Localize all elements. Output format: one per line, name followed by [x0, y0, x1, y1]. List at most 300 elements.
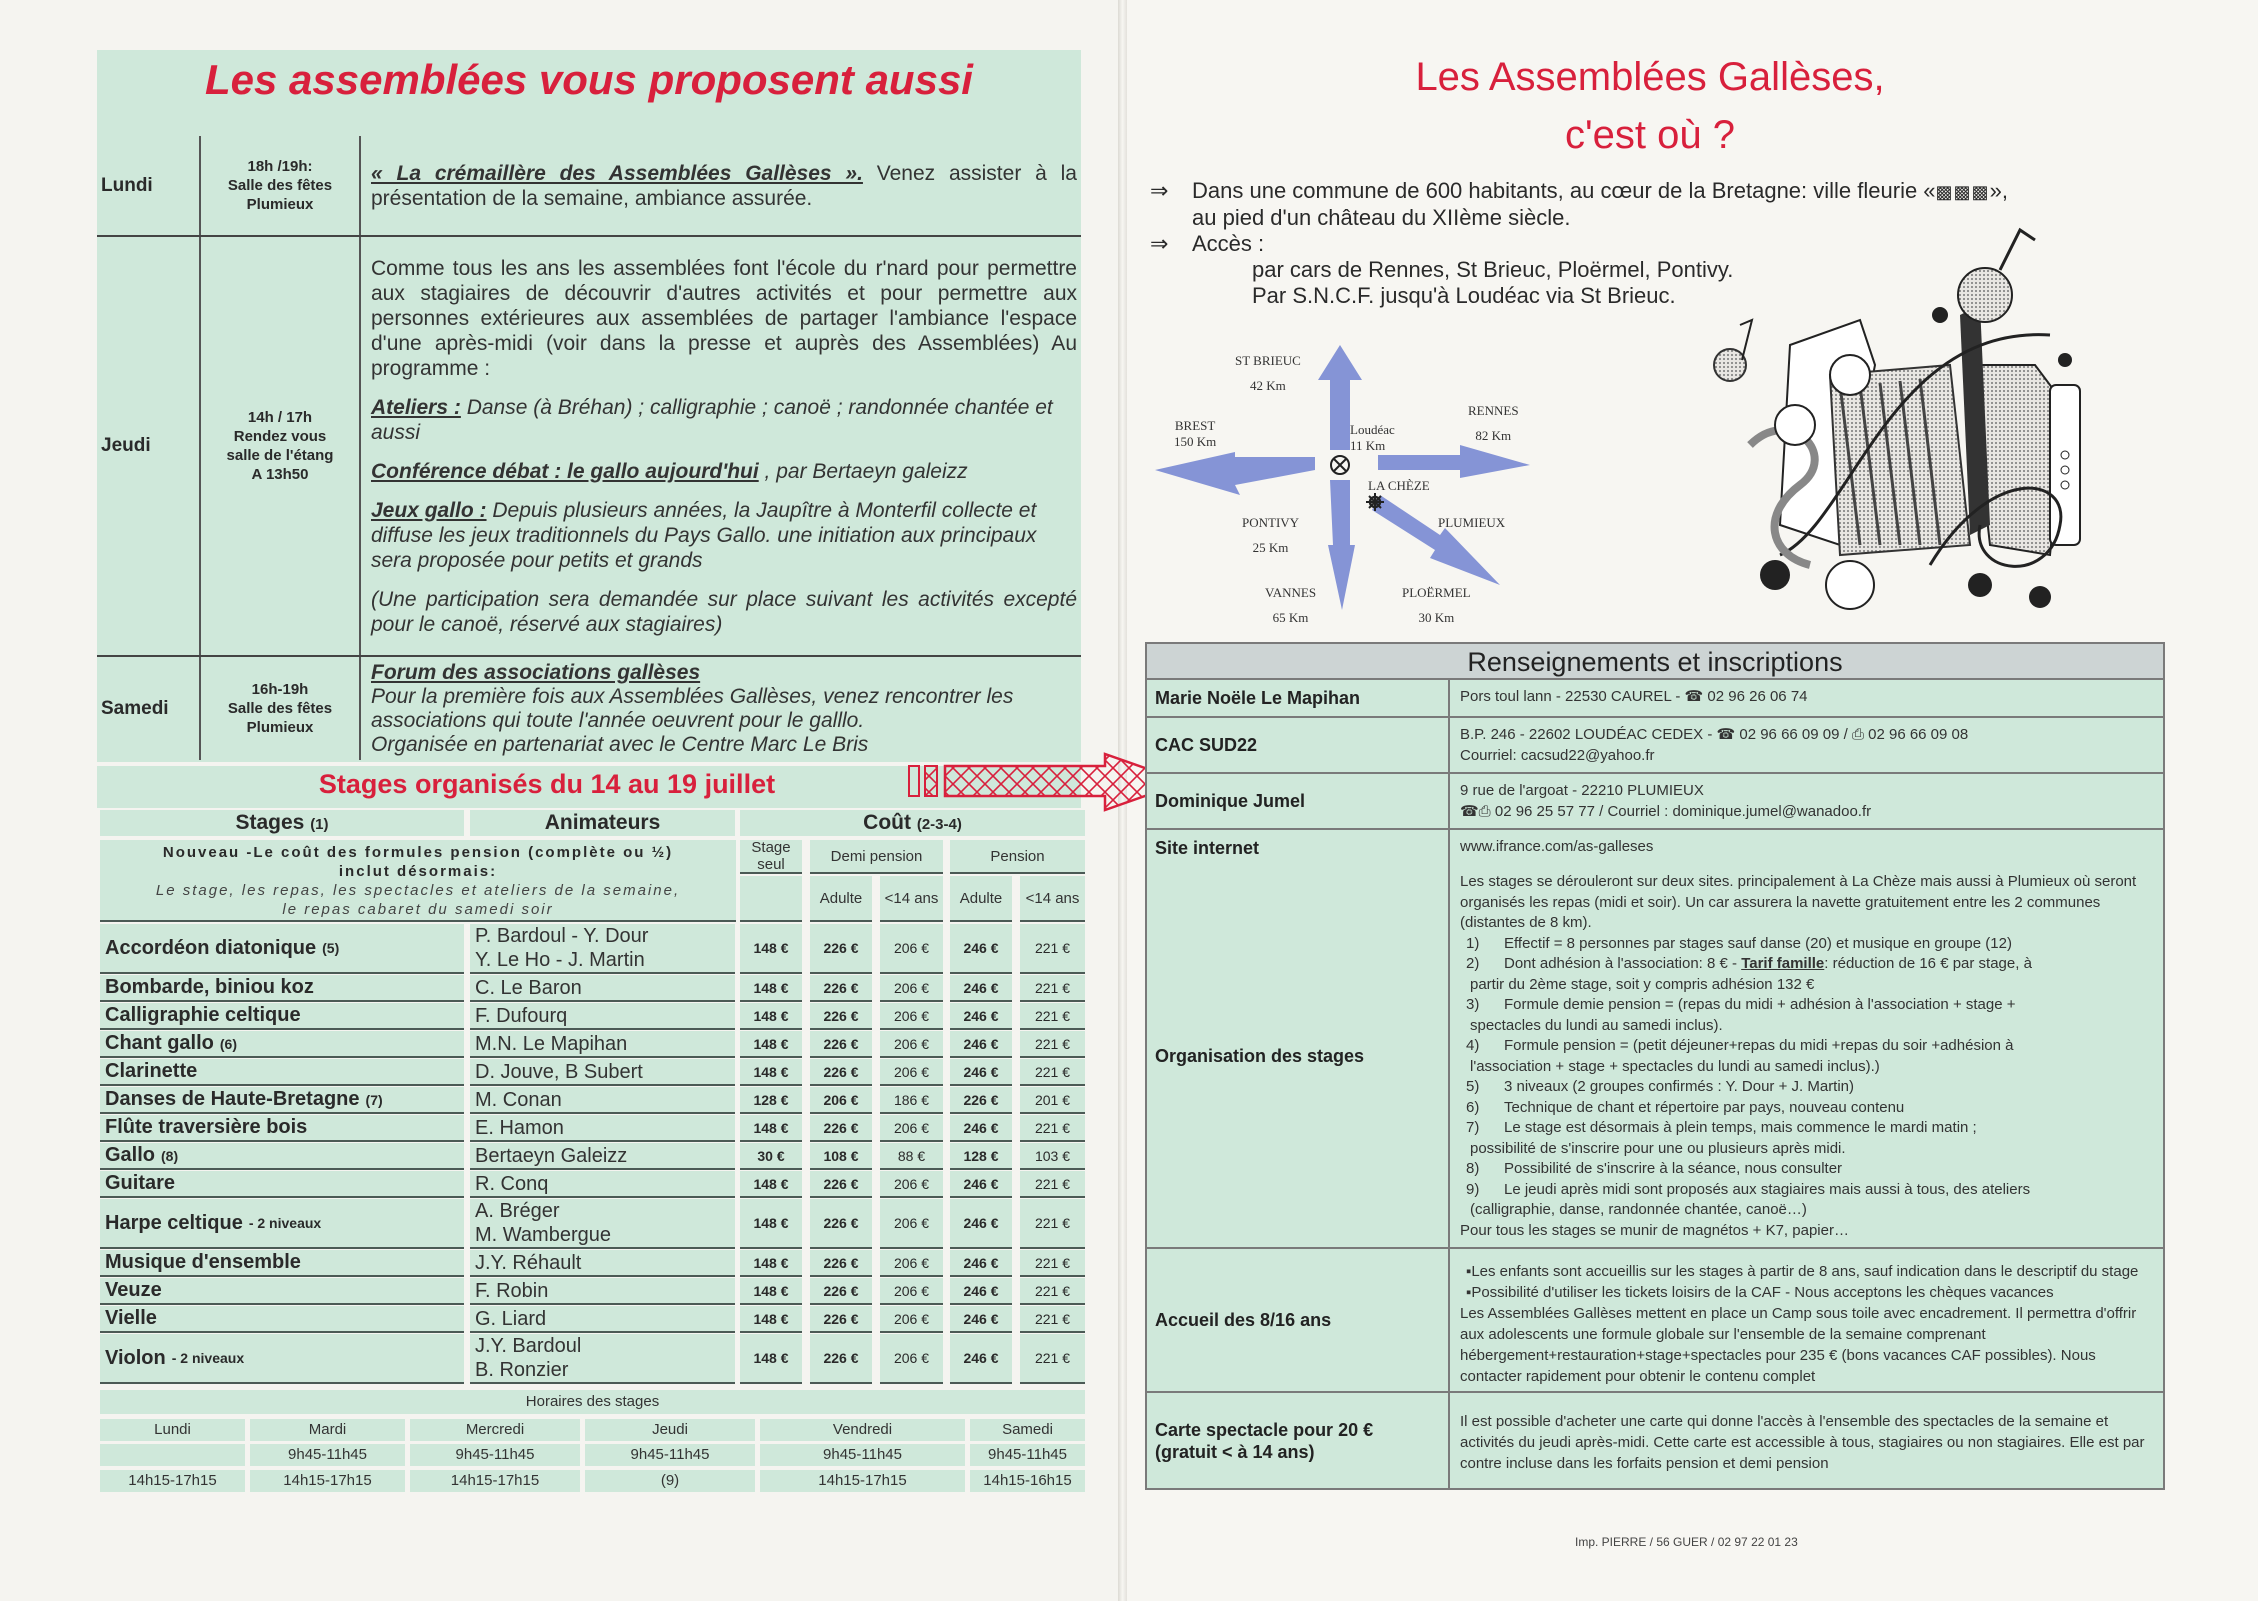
horaire-am: 9h45-11h45 [250, 1444, 405, 1466]
orga-item [1460, 1118, 2153, 1139]
stage-price: 226 € [810, 1278, 872, 1305]
contact-details [1450, 680, 2163, 716]
orga-item-text: Le jeudi après midi sont proposés aux stagiaires mais aussi à tous, des ateliers [1504, 1180, 2031, 1198]
orga-item-continuation: l'association + stage + spectacles du lundi au samedi inclus).) [1470, 1057, 1880, 1075]
stage-price: 226 € [810, 1115, 872, 1142]
stage-price: 226 € [810, 1059, 872, 1086]
stage-animateur [470, 1199, 735, 1249]
stage-price: 148 € [740, 1115, 802, 1142]
event-description [360, 656, 1081, 760]
orga-item-text: : réduction de 16 € par stage, à [1824, 955, 2032, 972]
contact-row [1147, 680, 2163, 718]
horaire-pm: 14h15-16h15 [970, 1470, 1085, 1492]
header-under14: <14 ans [880, 876, 943, 922]
stage-name [100, 924, 464, 974]
orga-item [1460, 1159, 2153, 1180]
stage-price: 148 € [740, 1334, 802, 1384]
animateur-name: J.Y. Réhault [475, 1251, 582, 1274]
info-value [1450, 1249, 2163, 1391]
stage-animateur [470, 1059, 735, 1086]
horaire-day: Lundi [100, 1419, 245, 1441]
accueil-bullet: ▪Possibilité d'utiliser les tickets loisirs de la CAF - Nous acceptons les chèques vacances [1466, 1284, 2054, 1301]
stage-price: 206 € [880, 1199, 943, 1249]
location-title-line: Les Assemblées Gallèses, [1415, 55, 1885, 99]
jeux-text: Depuis plusieurs années, la Jaupître à Monterfil collecte et diffuse les jeux traditionnels du Pays Gallo. une initiation aux principaux sera proposée pour petits et grands [371, 498, 1037, 572]
stage-note: (5) [322, 940, 340, 956]
orga-item-number: 7) [1466, 1119, 1480, 1136]
stage-name [100, 1059, 464, 1086]
stage-name-label: Harpe celtique [105, 1211, 243, 1234]
map-label-loudeac: Loudéac 11 Km [1350, 422, 1395, 453]
event-day: Jeudi [97, 236, 200, 656]
event-time [200, 236, 360, 656]
orga-item [1460, 954, 2153, 975]
pension-note [100, 840, 736, 922]
stage-price: 246 € [950, 1250, 1012, 1277]
location-text-c: au pied d'un château du XIIème siècle. [1192, 205, 1571, 230]
horaires-title: Horaires des stages [100, 1390, 1085, 1414]
stage-note: - 2 niveaux [248, 1215, 322, 1231]
stage-animateur [470, 1334, 735, 1384]
contact-line[interactable]: Courriel: cacsud22@yahoo.fr [1460, 747, 1655, 764]
location-text-b: », [1989, 178, 2008, 203]
horaire-day: Mardi [250, 1419, 405, 1441]
events-table [97, 136, 1081, 760]
animateur-name: F. Dufourq [475, 1004, 568, 1027]
stage-name-label: Accordéon diatonique [105, 936, 317, 959]
location-title-line: c'est où ? [1565, 113, 1735, 157]
orga-item [1460, 1180, 2153, 1201]
event-day: Lundi [97, 136, 200, 236]
contact-line: Pors toul lann - 22530 CAUREL - ☎ 02 96 26 06 74 [1460, 688, 1808, 705]
stage-price: 206 € [880, 1059, 943, 1086]
header-stages-note: (1) [310, 816, 329, 833]
note-line: le repas cabaret du samedi soir [282, 901, 554, 918]
stage-name-label: Flûte traversière bois [105, 1116, 308, 1138]
stage-name [100, 1334, 464, 1384]
imprint: Imp. PIERRE / 56 GUER / 02 97 22 01 23 [1575, 1535, 1798, 1549]
contact-details [1450, 830, 2163, 866]
stage-price: 246 € [950, 975, 1012, 1002]
stages-title: Stages organisés du 14 au 19 juillet [318, 769, 776, 799]
stage-name-label: Violon [105, 1346, 166, 1369]
stage-price: 221 € [1020, 975, 1085, 1002]
events-panel [97, 50, 1081, 762]
event-description [360, 236, 1081, 656]
stage-name [100, 1031, 464, 1058]
orga-item-number: 1) [1466, 934, 1480, 952]
stage-price: 246 € [950, 924, 1012, 974]
stage-price: 148 € [740, 1306, 802, 1333]
animateur-name: M. Conan [475, 1088, 562, 1111]
info-row-carte [1147, 1393, 2163, 1488]
event-time-line: 16h-19h [251, 681, 309, 698]
stage-price: 148 € [740, 924, 802, 974]
orga-item [1460, 1036, 2153, 1057]
map-label-pontivy: PONTIVY 25 Km [1242, 515, 1300, 555]
horaire-am: 9h45-11h45 [585, 1444, 755, 1466]
stage-price: 221 € [1020, 1334, 1085, 1384]
event-time-line: 18h /19h: [247, 158, 313, 175]
orga-outro: Pour tous les stages se munir de magnétos + K7, papier… [1460, 1221, 1849, 1239]
map-label-vannes: VANNES 65 Km [1265, 585, 1317, 625]
contact-name: CAC SUD22 [1147, 718, 1450, 772]
contact-name: Site internet [1147, 830, 1450, 866]
stage-price: 206 € [880, 1003, 943, 1030]
stage-price: 206 € [880, 975, 943, 1002]
access-line: Par S.N.C.F. jusqu'à Loudéac via St Brieuc. [1252, 283, 1676, 308]
animateur-name: D. Jouve, B Subert [475, 1060, 643, 1083]
stage-name-label: Guitare [105, 1172, 176, 1194]
stage-price: 226 € [810, 1003, 872, 1030]
stage-price: 221 € [1020, 1115, 1085, 1142]
stage-animateur [470, 1143, 735, 1170]
orga-item [1460, 1098, 2153, 1119]
stage-animateur [470, 975, 735, 1002]
ateliers-paragraph [371, 395, 1077, 445]
stage-name [100, 1143, 464, 1170]
contact-details [1450, 718, 2163, 772]
info-row-organisation [1147, 866, 2163, 1249]
stage-name [100, 1171, 464, 1198]
stage-price: 206 € [880, 1115, 943, 1142]
animateur-name: R. Conq [475, 1172, 549, 1195]
stage-name-label: Vielle [105, 1307, 157, 1329]
orga-items [1460, 934, 2153, 1221]
horaire-am: 9h45-11h45 [410, 1444, 580, 1466]
accueil-bullet: ▪Les enfants sont accueillis sur les stages à partir de 8 ans, sauf indication dans le descriptif du stage [1466, 1263, 2139, 1280]
orga-intro: Les stages se dérouleront sur deux sites. principalement à La Chèze mais aussi à Plumieux où seront organisés les repas (midi et soir). Un car assurera la navette gratuitement entre les 2 communes (distantes de 8 km). [1460, 873, 2137, 931]
stage-name [100, 1003, 464, 1030]
stage-price: 226 € [810, 1199, 872, 1249]
event-title: Forum des associations gallèses [371, 660, 701, 684]
note-line: Le stage, les repas, les spectacles et ateliers de la semaine, [155, 882, 681, 899]
animateur-name: E. Hamon [475, 1116, 564, 1139]
event-description [360, 136, 1081, 236]
stage-price: 201 € [1020, 1087, 1085, 1114]
stage-name [100, 1115, 464, 1142]
stage-price: 108 € [810, 1143, 872, 1170]
stage-note: (7) [365, 1091, 383, 1108]
info-title: Renseignements et inscriptions [1147, 644, 2163, 680]
map-label-rennes: RENNES 82 Km [1468, 403, 1519, 443]
stage-note: - 2 niveaux [171, 1350, 245, 1366]
stage-price: 246 € [950, 1171, 1012, 1198]
stage-animateur [470, 1003, 735, 1030]
stage-price: 148 € [740, 1059, 802, 1086]
stage-price: 206 € [880, 1334, 943, 1384]
orga-item-text: Effectif = 8 personnes par stages sauf danse (20) et musique en groupe (12) [1504, 934, 2012, 952]
header-stages-label: Stages [235, 811, 305, 834]
event-row-samedi [97, 656, 1081, 760]
stage-price: 221 € [1020, 924, 1085, 974]
stage-price: 246 € [950, 1306, 1012, 1333]
stage-price: 221 € [1020, 1059, 1085, 1086]
horaire-pm: 14h15-17h15 [760, 1470, 965, 1492]
direction-arrows [1150, 330, 1550, 630]
event-time-line: A 13h50 [251, 466, 309, 483]
header-stages [100, 810, 464, 836]
stage-price: 221 € [1020, 1003, 1085, 1030]
location-title [1230, 48, 2070, 164]
event-time [200, 656, 360, 760]
animateur-name: G. Liard [475, 1307, 547, 1330]
animateur-name: C. Le Baron [475, 976, 582, 999]
event-row-lundi [97, 136, 1081, 236]
event-time-line: salle de l'étang [226, 447, 334, 464]
orga-item-text: Le stage est désormais à plein temps, mais commence le mardi matin ; [1504, 1119, 1977, 1136]
orga-item-number: 5) [1466, 1078, 1480, 1095]
stage-price: 148 € [740, 1199, 802, 1249]
info-key: Accueil des 8/16 ans [1147, 1249, 1450, 1391]
conference-text: , par Bertaeyn galeizz [758, 459, 968, 483]
stage-price: 221 € [1020, 1306, 1085, 1333]
header-adulte: Adulte [950, 876, 1012, 922]
info-key: Organisation des stages [1147, 866, 1450, 1247]
contact-row [1147, 774, 2163, 830]
stage-price: 246 € [950, 1031, 1012, 1058]
map-label-brest: BREST 150 Km [1174, 418, 1217, 449]
contact-line: 9 rue de l'argoat - 22210 PLUMIEUX [1460, 782, 1704, 799]
stage-price: 226 € [810, 1334, 872, 1384]
stage-price: 186 € [880, 1087, 943, 1114]
info-table [1145, 642, 2165, 1490]
contact-rows [1147, 680, 2163, 866]
event-time-line: Salle des fêtes [227, 700, 333, 717]
ateliers-label: Ateliers : [371, 395, 461, 419]
stage-price: 206 € [810, 1087, 872, 1114]
header-stage-seul: Stage seul [740, 840, 802, 874]
header-blank [740, 876, 802, 922]
stage-price: 148 € [740, 1031, 802, 1058]
orga-item-continuation: possibilité de s'inscrire pour une ou plusieurs après midi. [1470, 1139, 1846, 1157]
stage-price: 128 € [740, 1087, 802, 1114]
event-time-line: 14h / 17h [247, 409, 313, 426]
carte-key-line: (gratuit < à 14 ans) [1155, 1441, 1315, 1462]
stage-price: 128 € [950, 1143, 1012, 1170]
arrow-brest [1155, 452, 1315, 495]
orga-item-number: 6) [1466, 1098, 1480, 1116]
header-demi-pension: Demi pension [810, 840, 943, 874]
horaire-day: Vendredi [760, 1419, 965, 1441]
map-label-plumieux: PLUMIEUX [1438, 515, 1506, 530]
double-arrow-icon: ⇒ [1150, 178, 1169, 203]
contact-details [1450, 774, 2163, 828]
animateur-name: Y. Le Ho - J. Martin [475, 949, 645, 971]
stage-price: 226 € [810, 1171, 872, 1198]
participation-note: (Une participation sera demandée sur place suivant les activités excepté pour le canoë, réservé aux stagiaires) [371, 587, 1077, 636]
stage-note: (8) [161, 1147, 179, 1164]
stage-price: 246 € [950, 1278, 1012, 1305]
arrow-ploermel [1372, 495, 1500, 585]
stage-price: 226 € [810, 975, 872, 1002]
event-row-jeudi [97, 236, 1081, 656]
animateur-name: P. Bardoul - Y. Dour [475, 925, 649, 947]
event-time [200, 136, 360, 236]
stage-price: 206 € [880, 1306, 943, 1333]
stage-name-label: Chant gallo [105, 1032, 214, 1054]
orga-item-continuation: partir du 2ème stage, soit y compris adhésion 132 € [1470, 975, 1815, 993]
stage-price: 221 € [1020, 1171, 1085, 1198]
stage-animateur [470, 924, 735, 974]
stage-price: 226 € [810, 1031, 872, 1058]
stage-name [100, 1087, 464, 1114]
stage-name-label: Gallo [105, 1144, 156, 1166]
info-key [1147, 1393, 1450, 1488]
stage-price: 246 € [950, 1003, 1012, 1030]
carte-key-line: Carte spectacle pour 20 € [1155, 1419, 1374, 1440]
stage-animateur [470, 1031, 735, 1058]
stage-note: (6) [219, 1035, 238, 1052]
stage-price: 103 € [1020, 1143, 1085, 1170]
orga-item-text: Technique de chant et répertoire par pays, nouveau contenu [1504, 1098, 1905, 1116]
stage-price: 148 € [740, 1278, 802, 1305]
map-label-ploermel: PLOËRMEL 30 Km [1402, 585, 1471, 625]
stage-name [100, 1199, 464, 1249]
stage-animateur [470, 1115, 735, 1142]
event-intro: Comme tous les ans les assemblées font l'école du r'nard pour permettre aux stagiaires de découvrir d'autres activités et pour permettre aux personnes extérieures aux assemblées de partager l'ambiance l'espace d'une après-midi (voir dans la presse et auprès des Assemblées) Au programme : [371, 256, 1077, 380]
animateur-name: Bertaeyn Galeizz [475, 1144, 628, 1167]
stage-name-label: Veuze [105, 1279, 162, 1301]
info-value: Il est possible d'acheter une carte qui donne l'accès à l'ensemble des spectacles de la semaine et activités du jeudi après-midi. Cette carte est accessible à tous, stagiaires ou non stagiaires. Elle est par contre incluse dans les forfaits pension et demi pension [1460, 1413, 2145, 1472]
location-text-a: Dans une commune de 600 habitants, au cœur de la Bretagne: ville fleurie « [1192, 178, 1936, 203]
horaire-am: 9h45-11h45 [970, 1444, 1085, 1466]
stage-price: 148 € [740, 1003, 802, 1030]
info-value [1450, 866, 2163, 1247]
jeux-paragraph [371, 498, 1077, 573]
stage-price: 206 € [880, 924, 943, 974]
flower-rating-icon: ▩▩▩ [1935, 182, 1990, 202]
horaire-am [100, 1444, 245, 1466]
animateur-name: M. Wambergue [475, 1224, 611, 1246]
horaire-pm: 14h15-17h15 [410, 1470, 580, 1492]
double-arrow-icon: ⇒ [1150, 231, 1169, 256]
stage-price: 246 € [950, 1334, 1012, 1384]
event-text: Organisée en partenariat avec le Centre Marc Le Bris [371, 732, 869, 756]
stage-price: 148 € [740, 975, 802, 1002]
stage-price: 88 € [880, 1143, 943, 1170]
accueil-text: Les Assemblées Gallèses mettent en place un Camp sous toile avec encadrement. Il permettra d'offrir aux adolescents une formule globale sur l'ensemble de la semaine comprenant hébergement+restauration+stage+spectacles pour 235 € (bons vacances CAF possibles). Nous contacter rapidement pour obtenir le contenu complet [1460, 1305, 2137, 1385]
horaire-pm: 14h15-17h15 [100, 1470, 245, 1492]
event-time-line: Rendez vous [233, 428, 327, 445]
orga-item-number: 3) [1466, 996, 1480, 1013]
location-text [1192, 178, 2008, 231]
orga-item-number: 2) [1466, 955, 1480, 972]
ateliers-text: Danse (à Bréhan) ; calligraphie ; canoë ; randonnée chantée et aussi [371, 395, 1053, 444]
stage-price: 226 € [950, 1087, 1012, 1114]
events-title: Les assemblées vous proposent aussi [205, 56, 973, 103]
stage-price: 226 € [810, 1250, 872, 1277]
stage-animateur [470, 1278, 735, 1305]
orga-item [1460, 1077, 2153, 1098]
orga-item [1460, 995, 2153, 1016]
stage-price: 206 € [880, 1031, 943, 1058]
orga-item-continuation: (calligraphie, danse, randonnée chantée, canoë…) [1470, 1201, 1807, 1218]
orga-item-text: Formule pension = (petit déjeuner+repas du midi +repas du soir +adhésion à [1504, 1037, 2014, 1054]
stage-name-label: Musique d'ensemble [105, 1251, 301, 1273]
header-cout-label: Coût [863, 811, 911, 834]
jeux-label: Jeux gallo : [371, 498, 487, 522]
stage-animateur [470, 1171, 735, 1198]
horaire-am: 9h45-11h45 [760, 1444, 965, 1466]
access-label: Accès : [1192, 231, 1265, 256]
header-cout [740, 810, 1085, 836]
contact-name: Dominique Jumel [1147, 774, 1450, 828]
orga-item-number: 8) [1466, 1160, 1480, 1177]
stage-name-label: Danses de Haute-Bretagne [105, 1088, 360, 1110]
location-bullet [1150, 178, 2100, 231]
horaire-pm: 14h15-17h15 [250, 1470, 405, 1492]
event-time-line: Plumieux [246, 719, 314, 736]
map-label-la-cheze: LA CHÈZE [1368, 478, 1430, 493]
note-line: inclut désormais: [338, 863, 498, 880]
map-label-st-brieuc: ST BRIEUC 42 Km [1235, 353, 1301, 393]
stage-price: 221 € [1020, 1199, 1085, 1249]
direction-map [1150, 330, 1550, 630]
contact-row [1147, 718, 2163, 774]
contact-line[interactable]: ☎⎙ 02 96 25 57 77 / Courriel : dominique.jumel@wanadoo.fr [1460, 803, 1872, 820]
horaire-day: Jeudi [585, 1419, 755, 1441]
stage-animateur [470, 1306, 735, 1333]
orga-item-text: Formule demie pension = (repas du midi + adhésion à l'association + stage + [1504, 996, 2016, 1013]
stage-price: 246 € [950, 1199, 1012, 1249]
tarif-famille-label: Tarif famille [1741, 955, 1825, 972]
stage-name [100, 975, 464, 1002]
stage-price: 226 € [810, 924, 872, 974]
header-under14: <14 ans [1020, 876, 1085, 922]
stage-price: 221 € [1020, 1031, 1085, 1058]
orga-item-text: Possibilité de s'inscrire à la séance, nous consulter [1504, 1160, 1843, 1177]
event-text: Pour la première fois aux Assemblées Gallèses, venez rencontrer les associations qui toute l'année oeuvrent pour le galllo. [371, 684, 1014, 732]
info-row-accueil [1147, 1249, 2163, 1393]
conference-label: Conférence débat : le gallo aujourd'hui [371, 459, 759, 483]
horaire-day: Mercredi [410, 1419, 580, 1441]
event-time-line: Salle des fêtes [227, 177, 333, 194]
event-title: « La crémaillère des Assemblées Gallèses ». [371, 161, 863, 185]
animateur-name: J.Y. Bardoul [475, 1335, 582, 1357]
animateur-name: M.N. Le Mapihan [475, 1032, 628, 1055]
orga-item [1460, 934, 2153, 955]
horaire-pm: (9) [585, 1470, 755, 1492]
stage-name-label: Clarinette [105, 1060, 198, 1082]
access-line: par cars de Rennes, St Brieuc, Ploërmel, Pontivy. [1252, 257, 1734, 282]
conference-paragraph [371, 459, 1077, 484]
stage-animateur [470, 1087, 735, 1114]
contact-row [1147, 830, 2163, 866]
stage-price: 206 € [880, 1171, 943, 1198]
orga-item-number: 4) [1466, 1037, 1480, 1054]
animateur-name: B. Ronzier [475, 1359, 569, 1381]
horaire-day: Samedi [970, 1419, 1085, 1441]
stage-name-label: Calligraphie celtique [105, 1004, 301, 1026]
stage-name [100, 1278, 464, 1305]
stage-name [100, 1306, 464, 1333]
stage-price: 206 € [880, 1278, 943, 1305]
stage-price: 226 € [810, 1306, 872, 1333]
contact-name: Marie Noële Le Mapihan [1147, 680, 1450, 716]
stage-price: 148 € [740, 1250, 802, 1277]
stage-name [100, 1250, 464, 1277]
animateur-name: F. Robin [475, 1279, 549, 1302]
stage-price: 246 € [950, 1115, 1012, 1142]
event-time-line: Plumieux [246, 196, 314, 213]
stage-price: 246 € [950, 1059, 1012, 1086]
orga-item-number: 9) [1466, 1180, 1480, 1198]
website-link[interactable]: www.ifrance.com/as-galleses [1460, 838, 1654, 855]
stage-price: 206 € [880, 1250, 943, 1277]
header-adulte: Adulte [810, 876, 872, 922]
orga-item-text: Dont adhésion à l'association: 8 € - [1504, 955, 1742, 972]
